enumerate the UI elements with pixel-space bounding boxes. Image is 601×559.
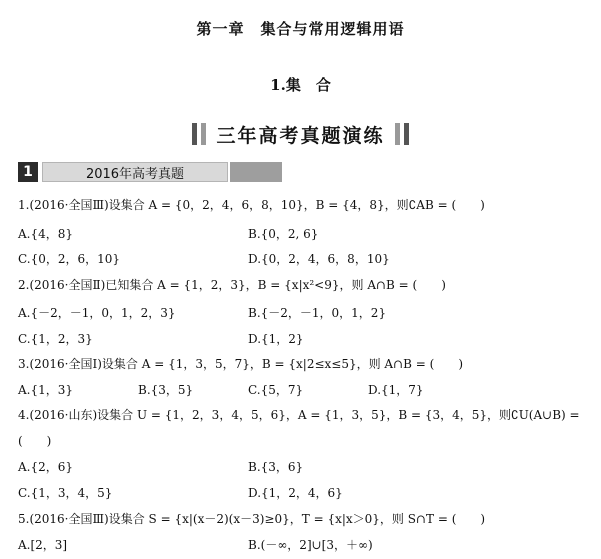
- question-3-stem: 3.(2016·全国Ⅰ)设集合 A = {1，3，5，7}，B = {x|2≤x≤5}，则 A∩B = ( ): [18, 357, 464, 371]
- question-2-stem: 2.(2016·全国Ⅱ)已知集合 A = {1，2，3}，B = {x|x²<9}，则 A∩B = ( ): [18, 278, 446, 292]
- subsection-label: 2016年高考真题: [42, 162, 228, 182]
- subsection-header: [18, 162, 282, 182]
- question-1-option-d[interactable]: D.{0，2，4，6，8，10}: [248, 252, 390, 266]
- question-1-option-b[interactable]: B.{0，2, 6}: [248, 227, 319, 241]
- question-4-option-b[interactable]: B.{3，6}: [248, 460, 304, 474]
- question-3-option-d[interactable]: D.{1，7}: [368, 383, 424, 397]
- banner-bar-right-inner: [395, 123, 400, 145]
- banner-bar-left-outer: [192, 123, 197, 145]
- subsection-bar-tail: [230, 162, 282, 182]
- section-title: 1.集 合: [270, 76, 331, 94]
- question-3-option-a[interactable]: A.{1，3}: [18, 383, 74, 397]
- question-1-option-a[interactable]: A.{4，8}: [18, 227, 74, 241]
- subsection-number: 1: [18, 162, 38, 182]
- question-3-option-b[interactable]: B.{3，5}: [138, 383, 194, 397]
- question-1-option-c[interactable]: C.{0，2，6，10}: [18, 252, 121, 266]
- question-4-option-d[interactable]: D.{1，2，4，6}: [248, 486, 343, 500]
- question-4-option-a[interactable]: A.{2，6}: [18, 460, 74, 474]
- banner-title: 三年高考真题演练: [216, 124, 385, 147]
- chapter-title: 第一章 集合与常用逻辑用语: [196, 20, 405, 38]
- practice-banner: [0, 120, 601, 148]
- question-2-option-d[interactable]: D.{1，2}: [248, 332, 304, 346]
- question-4-option-c[interactable]: C.{1，3，4，5}: [18, 486, 113, 500]
- question-4-stem: 4.(2016·山东)设集合 U = {1，2，3，4，5，6}，A = {1，3，5}，B = {3，4，5}，则∁U(A∪B) =: [18, 408, 580, 422]
- question-2-option-c[interactable]: C.{1，2，3}: [18, 332, 93, 346]
- question-5-stem: 5.(2016·全国Ⅲ)设集合 S = {x|(x－2)(x－3)≥0}，T = {x|x＞0}，则 S∩T = ( ): [18, 512, 486, 526]
- question-2-option-b[interactable]: B.{－2，－1，0，1，2}: [248, 306, 387, 320]
- question-4-stem-continued: ( ): [18, 434, 52, 448]
- question-1-stem: 1.(2016·全国Ⅲ)设集合 A = {0，2，4，6，8，10}，B = {4，8}，则∁AB = ( ): [18, 198, 485, 212]
- question-5-option-b[interactable]: B.(－∞，2]∪[3，＋∞): [248, 538, 373, 552]
- banner-bar-left-inner: [201, 123, 206, 145]
- question-5-option-a[interactable]: A.[2，3]: [18, 538, 68, 552]
- banner-bar-right-outer: [404, 123, 409, 145]
- question-2-option-a[interactable]: A.{－2，－1，0，1，2，3}: [18, 306, 176, 320]
- question-3-option-c[interactable]: C.{5，7}: [248, 383, 304, 397]
